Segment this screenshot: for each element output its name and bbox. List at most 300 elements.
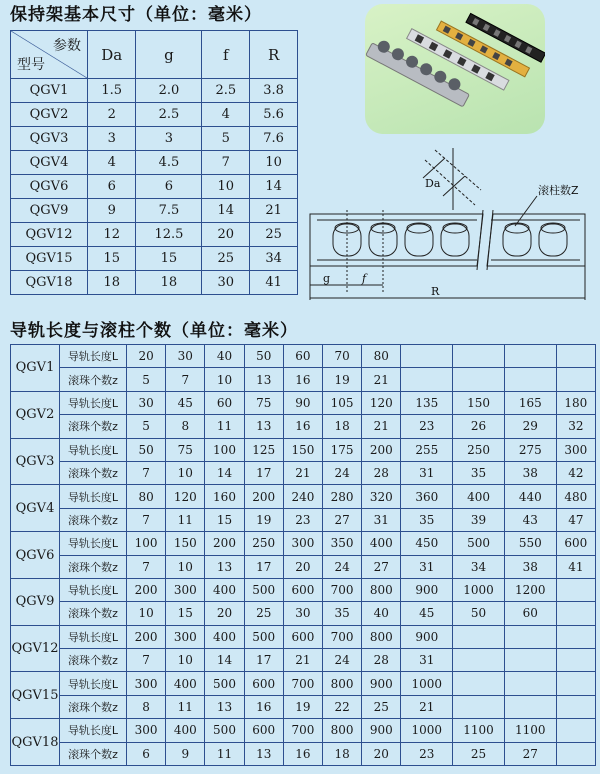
length-value-cell: 440 [504,485,556,508]
model-cell: QGV12 [11,625,60,672]
count-value-cell: 11 [166,695,205,718]
count-value-cell: 5 [127,415,166,438]
length-value-cell: 100 [127,532,166,555]
value-cell: 3 [136,127,202,151]
length-value-cell: 480 [556,485,595,508]
count-value-cell: 11 [166,508,205,531]
length-value-cell: 600 [244,719,283,742]
table-row [11,532,596,555]
r-label: R [431,285,440,298]
count-value-cell: 35 [401,508,453,531]
value-cell: 3.8 [250,79,298,103]
length-value-cell: 400 [362,532,401,555]
count-value-cell: 8 [166,415,205,438]
count-value-cell: 21 [401,695,453,718]
count-value-cell: 43 [504,508,556,531]
value-cell: 3 [88,127,136,151]
length-value-cell: 40 [205,345,244,368]
count-value-cell: 6 [127,742,166,765]
length-value-cell: 1000 [401,719,453,742]
length-value-cell: 255 [401,438,453,461]
length-label-cell: 导轨长度L [60,578,127,601]
value-cell: 34 [250,247,298,271]
length-value-cell: 700 [283,719,322,742]
value-cell: 2 [88,103,136,127]
length-value-cell: 400 [166,672,205,695]
table-row [11,672,596,695]
length-value-cell: 180 [556,391,595,414]
count-value-cell: 18 [323,742,362,765]
length-value-cell: 120 [166,485,205,508]
value-cell: 7.6 [250,127,298,151]
count-value-cell: 26 [453,415,505,438]
count-value-cell [556,602,595,625]
count-label-cell: 滚珠个数z [60,461,127,484]
value-cell: 2.5 [202,79,250,103]
value-cell: 21 [250,199,298,223]
length-value-cell: 600 [283,578,322,601]
length-value-cell: 175 [323,438,362,461]
length-label-cell: 导轨长度L [60,438,127,461]
count-label-cell: 滚珠个数z [60,555,127,578]
count-value-cell: 10 [166,461,205,484]
count-value-cell: 17 [244,555,283,578]
table-row [11,649,596,672]
count-value-cell: 38 [504,461,556,484]
count-value-cell: 21 [283,461,322,484]
count-value-cell: 24 [323,649,362,672]
value-cell: 20 [202,223,250,247]
count-value-cell: 18 [323,415,362,438]
value-cell: 6 [136,175,202,199]
length-value-cell: 600 [244,672,283,695]
length-value-cell: 300 [166,625,205,648]
length-value-cell: 150 [166,532,205,555]
length-value-cell: 120 [362,391,401,414]
model-cell: QGV1 [11,79,88,103]
count-label-cell: 滚珠个数z [60,742,127,765]
corner-model-label: 型号 [17,57,45,73]
model-cell: QGV6 [11,175,88,199]
length-value-cell: 70 [323,345,362,368]
length-value-cell: 150 [283,438,322,461]
value-cell: 4 [202,103,250,127]
section-title-rails: 导轨长度与滚柱个数（单位：毫米） [10,321,298,341]
value-cell: 10 [250,151,298,175]
length-value-cell [453,625,505,648]
value-cell: 25 [202,247,250,271]
corner-header-cell [11,31,88,79]
count-value-cell: 47 [556,508,595,531]
length-value-cell: 1100 [504,719,556,742]
length-value-cell: 700 [323,625,362,648]
count-value-cell: 14 [205,649,244,672]
count-value-cell: 50 [453,602,505,625]
value-cell: 15 [136,247,202,271]
value-cell: 25 [250,223,298,247]
length-value-cell: 60 [283,345,322,368]
length-value-cell [504,672,556,695]
length-value-cell: 45 [166,391,205,414]
value-cell: 2.0 [136,79,202,103]
count-value-cell: 31 [401,461,453,484]
count-value-cell [556,742,595,765]
model-cell: QGV2 [11,391,60,438]
count-value-cell: 40 [362,602,401,625]
count-value-cell [504,695,556,718]
count-value-cell: 27 [362,555,401,578]
count-value-cell: 16 [244,695,283,718]
count-value-cell: 29 [504,415,556,438]
count-value-cell: 7 [127,461,166,484]
count-value-cell: 15 [205,508,244,531]
count-value-cell: 24 [323,555,362,578]
count-value-cell: 22 [323,695,362,718]
length-value-cell: 240 [283,485,322,508]
count-value-cell: 27 [504,742,556,765]
length-value-cell: 600 [556,532,595,555]
length-value-cell [504,625,556,648]
value-cell: 9 [88,199,136,223]
value-cell: 14 [250,175,298,199]
model-cell: QGV4 [11,485,60,532]
value-cell: 15 [88,247,136,271]
length-value-cell: 20 [127,345,166,368]
length-value-cell: 400 [166,719,205,742]
value-cell: 41 [250,271,298,295]
length-value-cell: 1000 [453,578,505,601]
count-value-cell [556,649,595,672]
table-row [11,391,596,414]
length-value-cell: 400 [205,625,244,648]
length-value-cell: 300 [556,438,595,461]
count-value-cell: 10 [127,602,166,625]
count-value-cell: 7 [166,368,205,391]
length-value-cell: 300 [283,532,322,555]
length-value-cell: 50 [244,345,283,368]
value-cell: 7 [202,151,250,175]
length-value-cell: 800 [362,625,401,648]
count-value-cell: 45 [401,602,453,625]
length-value-cell: 200 [127,625,166,648]
count-value-cell [453,368,505,391]
length-value-cell: 1200 [504,578,556,601]
count-value-cell: 17 [244,461,283,484]
model-cell: QGV9 [11,199,88,223]
count-value-cell: 11 [205,415,244,438]
length-value-cell: 250 [453,438,505,461]
count-value-cell: 39 [453,508,505,531]
length-value-cell: 1100 [453,719,505,742]
length-value-cell: 300 [166,578,205,601]
table-row [11,485,596,508]
count-value-cell: 7 [127,555,166,578]
count-value-cell [453,649,505,672]
count-value-cell: 27 [323,508,362,531]
value-cell: 12 [88,223,136,247]
table-row [11,199,298,223]
length-value-cell: 275 [504,438,556,461]
value-cell: 10 [202,175,250,199]
model-cell: QGV18 [11,719,60,766]
model-cell: QGV1 [11,345,60,392]
table-row [11,578,596,601]
count-value-cell: 9 [166,742,205,765]
column-header: g [136,31,202,79]
model-cell: QGV3 [11,438,60,485]
length-value-cell: 360 [401,485,453,508]
value-cell: 6 [88,175,136,199]
f-label: f [362,272,367,285]
count-value-cell: 38 [504,555,556,578]
count-value-cell [401,368,453,391]
count-value-cell: 20 [362,742,401,765]
model-cell: QGV18 [11,271,88,295]
length-value-cell: 135 [401,391,453,414]
length-value-cell: 125 [244,438,283,461]
count-value-cell: 41 [556,555,595,578]
table-row [11,438,596,461]
cage-dimension-drawing [305,140,595,305]
table-row [11,175,298,199]
count-value-cell: 13 [244,368,283,391]
length-label-cell: 导轨长度L [60,345,127,368]
count-value-cell: 28 [362,649,401,672]
length-label-cell: 导轨长度L [60,719,127,742]
length-value-cell [556,345,595,368]
length-value-cell: 700 [283,672,322,695]
length-value-cell: 900 [401,578,453,601]
table-row [11,695,596,718]
length-value-cell: 30 [166,345,205,368]
model-cell: QGV4 [11,151,88,175]
count-value-cell: 20 [205,602,244,625]
length-value-cell: 450 [401,532,453,555]
length-value-cell: 400 [205,578,244,601]
value-cell: 18 [88,271,136,295]
count-value-cell: 13 [244,415,283,438]
count-value-cell: 10 [166,555,205,578]
value-cell: 12.5 [136,223,202,247]
count-label-cell: 滚珠个数z [60,508,127,531]
length-value-cell: 150 [453,391,505,414]
column-header: R [250,31,298,79]
count-value-cell: 19 [244,508,283,531]
value-cell: 4 [88,151,136,175]
length-value-cell: 400 [453,485,505,508]
model-cell: QGV6 [11,532,60,579]
count-value-cell: 7 [127,649,166,672]
length-value-cell: 550 [504,532,556,555]
table-row [11,602,596,625]
length-value-cell: 900 [401,625,453,648]
length-value-cell: 60 [205,391,244,414]
model-cell: QGV3 [11,127,88,151]
count-value-cell: 21 [362,368,401,391]
value-cell: 5.6 [250,103,298,127]
count-value-cell: 13 [205,695,244,718]
count-value-cell: 25 [244,602,283,625]
table-row [11,79,298,103]
count-label-cell: 滚珠个数z [60,602,127,625]
dimensions-table [10,30,298,295]
da-label: Da [425,177,441,190]
product-photo [365,4,545,134]
count-value-cell: 14 [205,461,244,484]
count-value-cell: 19 [283,695,322,718]
table-row [11,151,298,175]
table-row [11,127,298,151]
length-value-cell: 30 [127,391,166,414]
length-value-cell: 800 [323,672,362,695]
value-cell: 2.5 [136,103,202,127]
table-row [11,271,298,295]
count-value-cell: 21 [362,415,401,438]
section-title-dimensions: 保持架基本尺寸（单位：毫米） [10,5,262,25]
length-value-cell: 900 [362,672,401,695]
length-value-cell: 280 [323,485,362,508]
count-value-cell: 17 [244,649,283,672]
length-value-cell [453,672,505,695]
count-value-cell: 10 [166,649,205,672]
rail-length-table [10,344,596,766]
count-value-cell: 31 [362,508,401,531]
count-value-cell: 11 [205,742,244,765]
length-value-cell: 50 [127,438,166,461]
length-value-cell: 75 [244,391,283,414]
count-value-cell: 20 [283,555,322,578]
length-value-cell [556,625,595,648]
length-value-cell: 250 [244,532,283,555]
length-value-cell: 320 [362,485,401,508]
count-value-cell [504,368,556,391]
count-value-cell [556,695,595,718]
value-cell: 18 [136,271,202,295]
model-cell: QGV15 [11,672,60,719]
count-value-cell: 23 [401,415,453,438]
length-value-cell: 1000 [401,672,453,695]
value-cell: 4.5 [136,151,202,175]
count-value-cell: 31 [401,649,453,672]
length-value-cell: 165 [504,391,556,414]
count-value-cell: 16 [283,415,322,438]
count-value-cell: 31 [401,555,453,578]
count-value-cell: 8 [127,695,166,718]
model-cell: QGV9 [11,578,60,625]
count-value-cell: 19 [323,368,362,391]
length-value-cell: 500 [244,625,283,648]
value-cell: 14 [202,199,250,223]
count-value-cell: 21 [283,649,322,672]
count-value-cell: 16 [283,742,322,765]
length-label-cell: 导轨长度L [60,625,127,648]
count-value-cell: 24 [323,461,362,484]
count-value-cell: 34 [453,555,505,578]
count-value-cell: 7 [127,508,166,531]
length-value-cell: 80 [127,485,166,508]
length-value-cell: 300 [127,672,166,695]
count-value-cell: 5 [127,368,166,391]
length-value-cell: 350 [323,532,362,555]
model-cell: QGV2 [11,103,88,127]
length-value-cell: 80 [362,345,401,368]
length-value-cell: 800 [362,578,401,601]
length-value-cell: 800 [323,719,362,742]
length-value-cell: 200 [205,532,244,555]
count-label-cell: 滚珠个数z [60,695,127,718]
length-value-cell: 300 [127,719,166,742]
count-value-cell: 25 [362,695,401,718]
count-value-cell: 15 [166,602,205,625]
length-value-cell: 160 [205,485,244,508]
count-value-cell: 16 [283,368,322,391]
length-value-cell: 75 [166,438,205,461]
length-value-cell [556,719,595,742]
table-row [11,461,596,484]
roller-count-label: 滚柱数Z [538,184,579,197]
length-value-cell [556,672,595,695]
length-label-cell: 导轨长度L [60,391,127,414]
count-value-cell: 25 [453,742,505,765]
length-label-cell: 导轨长度L [60,672,127,695]
length-value-cell [401,345,453,368]
table-row [11,555,596,578]
column-header: f [202,31,250,79]
count-value-cell: 10 [205,368,244,391]
length-label-cell: 导轨长度L [60,485,127,508]
length-value-cell: 500 [205,672,244,695]
table-row [11,415,596,438]
value-cell: 7.5 [136,199,202,223]
length-value-cell: 100 [205,438,244,461]
length-value-cell: 700 [323,578,362,601]
count-value-cell: 35 [323,602,362,625]
count-value-cell [556,368,595,391]
model-cell: QGV15 [11,247,88,271]
length-value-cell: 600 [283,625,322,648]
count-label-cell: 滚珠个数z [60,649,127,672]
count-value-cell: 35 [453,461,505,484]
length-value-cell: 500 [244,578,283,601]
value-cell: 30 [202,271,250,295]
g-label: g [323,272,331,285]
count-value-cell: 28 [362,461,401,484]
length-value-cell: 200 [244,485,283,508]
length-value-cell: 900 [362,719,401,742]
length-value-cell [504,345,556,368]
length-value-cell [453,345,505,368]
length-value-cell: 500 [453,532,505,555]
count-value-cell: 32 [556,415,595,438]
value-cell: 5 [202,127,250,151]
count-value-cell [504,649,556,672]
count-value-cell: 13 [244,742,283,765]
table-row [11,508,596,531]
length-value-cell: 90 [283,391,322,414]
table-row [11,345,596,368]
count-value-cell [453,695,505,718]
count-value-cell: 30 [283,602,322,625]
table-row [11,103,298,127]
count-value-cell: 23 [283,508,322,531]
value-cell: 1.5 [88,79,136,103]
model-cell: QGV12 [11,223,88,247]
count-value-cell: 42 [556,461,595,484]
corner-param-label: 参数 [53,38,81,54]
column-header: Da [88,31,136,79]
length-value-cell: 200 [362,438,401,461]
count-value-cell: 23 [401,742,453,765]
